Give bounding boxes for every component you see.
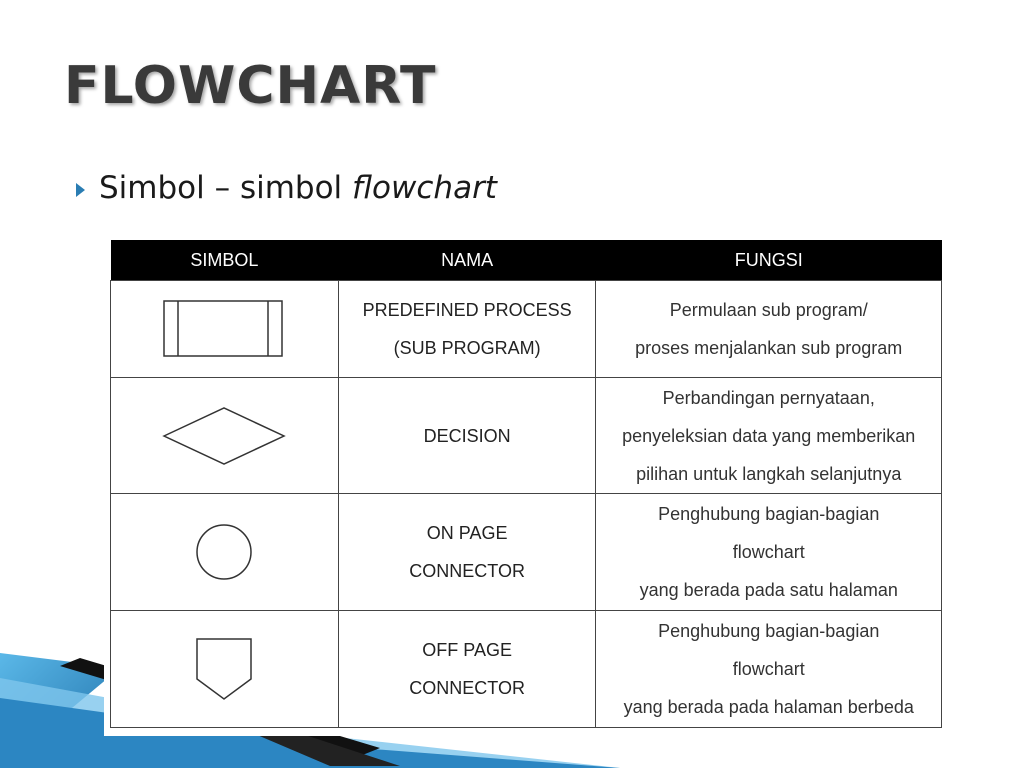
bullet-text: Simbol – simbol flowchart	[99, 170, 497, 206]
function-line: yang berada pada halaman berbeda	[623, 697, 914, 717]
function-line: pilihan untuk langkah selanjutnya	[636, 463, 902, 484]
table-row	[111, 281, 942, 378]
function-line: yang berada pada satu halaman	[639, 580, 898, 600]
header-fungsi: FUNGSI	[596, 240, 942, 281]
name-line: CONNECTOR	[409, 678, 525, 698]
decision-diamond-icon	[162, 406, 286, 466]
header-nama: NAMA	[338, 240, 596, 281]
slide-title: FLOWCHART	[64, 56, 437, 116]
function-line: Penghubung bagian-bagian	[658, 621, 880, 641]
function-cell	[596, 611, 942, 728]
function-line: penyeleksian data yang memberikan	[622, 425, 916, 446]
function-cell	[596, 378, 942, 494]
name-line: DECISION	[423, 425, 511, 446]
name-line: OFF PAGE	[422, 640, 512, 660]
name-cell	[338, 494, 596, 611]
name-line: CONNECTOR	[409, 561, 525, 581]
function-line: proses menjalankan sub program	[635, 338, 903, 358]
symbol-cell	[111, 494, 339, 611]
table-header-row	[111, 240, 942, 281]
function-cell	[596, 494, 942, 611]
symbol-cell	[111, 611, 339, 728]
function-line: flowchart	[732, 659, 805, 679]
on-page-connector-icon	[194, 522, 254, 582]
name-line: (SUB PROGRAM)	[393, 338, 541, 358]
name-cell	[338, 378, 596, 494]
function-line: Perbandingan pernyataan,	[662, 387, 875, 408]
function-line: Penghubung bagian-bagian	[658, 504, 880, 524]
name-line: ON PAGE	[426, 523, 508, 543]
function-line: flowchart	[732, 542, 805, 562]
bullet-italic-text: flowchart	[352, 170, 497, 206]
name-line: PREDEFINED PROCESS	[362, 300, 572, 320]
symbol-cell	[111, 378, 339, 494]
name-cell	[338, 611, 596, 728]
table-row	[111, 611, 942, 728]
name-cell	[338, 281, 596, 378]
function-cell	[596, 281, 942, 378]
symbol-cell	[111, 281, 339, 378]
table-row	[111, 378, 942, 494]
off-page-connector-icon	[194, 637, 254, 701]
table-row	[111, 494, 942, 611]
function-line: Permulaan sub program/	[669, 300, 868, 320]
bullet-item	[76, 170, 497, 206]
symbol-table-container	[104, 236, 944, 736]
predefined-process-icon	[163, 299, 285, 359]
triangle-bullet-icon	[76, 183, 85, 197]
header-simbol: SIMBOL	[111, 240, 339, 281]
flowchart-symbol-table	[110, 240, 942, 728]
